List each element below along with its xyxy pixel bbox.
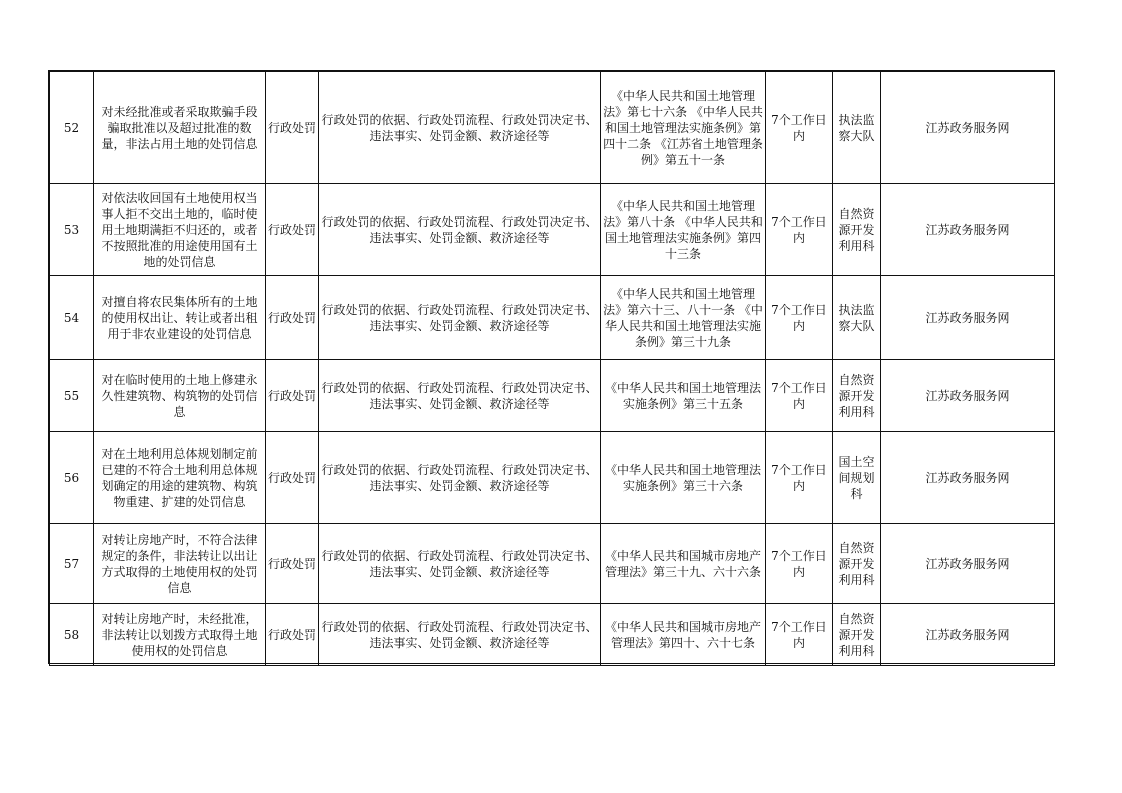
legal-basis: 《中华人民共和国土地管理法实施条例》第三十六条	[601, 432, 766, 524]
disclosure-content: 行政处罚的依据、行政处罚流程、行政处罚决定书、违法事实、处罚金额、救济途径等	[319, 524, 601, 604]
legal-basis: 《中华人民共和国土地管理法》第六十三、八十一条 《中华人民共和国土地管理法实施条例》第三十九条	[601, 276, 766, 360]
disclosure-time: 7个工作日内	[766, 432, 833, 524]
disclosure-content: 行政处罚的依据、行政处罚流程、行政处罚决定书、违法事实、处罚金额、救济途径等	[319, 432, 601, 524]
row-number: 58	[50, 604, 94, 666]
disclosure-time: 7个工作日内	[766, 276, 833, 360]
row-number: 54	[50, 276, 94, 360]
item-name: 对在临时使用的土地上修建永久性建筑物、构筑物的处罚信息	[94, 360, 266, 432]
responsible-dept: 国土空间规划科	[833, 432, 881, 524]
disclosure-content: 行政处罚的依据、行政处罚流程、行政处罚决定书、违法事实、处罚金额、救济途径等	[319, 276, 601, 360]
disclosure-channel: 江苏政务服务网	[881, 276, 1055, 360]
disclosure-time: 7个工作日内	[766, 184, 833, 276]
item-type: 行政处罚	[266, 432, 319, 524]
disclosure-channel: 江苏政务服务网	[881, 604, 1055, 666]
disclosure-time: 7个工作日内	[766, 604, 833, 666]
table-row	[50, 276, 1055, 360]
disclosure-content: 行政处罚的依据、行政处罚流程、行政处罚决定书、违法事实、处罚金额、救济途径等	[319, 604, 601, 666]
responsible-dept: 自然资源开发利用科	[833, 524, 881, 604]
responsible-dept: 自然资源开发利用科	[833, 360, 881, 432]
table-row	[50, 72, 1055, 184]
row-number: 55	[50, 360, 94, 432]
legal-basis: 《中华人民共和国城市房地产管理法》第三十九、六十六条	[601, 524, 766, 604]
disclosure-table	[49, 71, 1055, 666]
legal-basis: 《中华人民共和国城市房地产管理法》第四十、六十七条	[601, 604, 766, 666]
disclosure-channel: 江苏政务服务网	[881, 72, 1055, 184]
disclosure-content: 行政处罚的依据、行政处罚流程、行政处罚决定书、违法事实、处罚金额、救济途径等	[319, 184, 601, 276]
legal-basis: 《中华人民共和国土地管理法实施条例》第三十五条	[601, 360, 766, 432]
item-type: 行政处罚	[266, 360, 319, 432]
table-row	[50, 524, 1055, 604]
row-number: 56	[50, 432, 94, 524]
disclosure-channel: 江苏政务服务网	[881, 432, 1055, 524]
responsible-dept: 执法监察大队	[833, 72, 881, 184]
disclosure-time: 7个工作日内	[766, 360, 833, 432]
responsible-dept: 自然资源开发利用科	[833, 184, 881, 276]
responsible-dept: 执法监察大队	[833, 276, 881, 360]
item-type: 行政处罚	[266, 524, 319, 604]
legal-basis: 《中华人民共和国土地管理法》第七十六条 《中华人民共和国土地管理法实施条例》第四十二条 《江苏省土地管理条例》第五十一条	[601, 72, 766, 184]
item-type: 行政处罚	[266, 276, 319, 360]
item-name: 对依法收回国有土地使用权当事人拒不交出土地的，临时使用土地期满拒不归还的，或者不按照批准的用途使用国有土地的处罚信息	[94, 184, 266, 276]
item-name: 对转让房地产时，未经批准，非法转让以划拨方式取得土地使用权的处罚信息	[94, 604, 266, 666]
item-name: 对在土地利用总体规划制定前已建的不符合土地利用总体规划确定的用途的建筑物、构筑物重建、扩建的处罚信息	[94, 432, 266, 524]
disclosure-channel: 江苏政务服务网	[881, 524, 1055, 604]
item-name: 对擅自将农民集体所有的土地的使用权出让、转让或者出租用于非农业建设的处罚信息	[94, 276, 266, 360]
disclosure-channel: 江苏政务服务网	[881, 360, 1055, 432]
row-number: 57	[50, 524, 94, 604]
table-row	[50, 184, 1055, 276]
disclosure-channel: 江苏政务服务网	[881, 184, 1055, 276]
item-type: 行政处罚	[266, 604, 319, 666]
table-row	[50, 360, 1055, 432]
row-number: 52	[50, 72, 94, 184]
item-type: 行政处罚	[266, 72, 319, 184]
disclosure-time: 7个工作日内	[766, 72, 833, 184]
responsible-dept: 自然资源开发利用科	[833, 604, 881, 666]
disclosure-content: 行政处罚的依据、行政处罚流程、行政处罚决定书、违法事实、处罚金额、救济途径等	[319, 72, 601, 184]
disclosure-content: 行政处罚的依据、行政处罚流程、行政处罚决定书、违法事实、处罚金额、救济途径等	[319, 360, 601, 432]
table-row	[50, 604, 1055, 666]
legal-basis: 《中华人民共和国土地管理法》第八十条 《中华人民共和国土地管理法实施条例》第四十三条	[601, 184, 766, 276]
item-name: 对未经批准或者采取欺骗手段骗取批准以及超过批准的数量，非法占用土地的处罚信息	[94, 72, 266, 184]
row-number: 53	[50, 184, 94, 276]
disclosure-time: 7个工作日内	[766, 524, 833, 604]
item-name: 对转让房地产时，不符合法律规定的条件，非法转让以出让方式取得的土地使用权的处罚信息	[94, 524, 266, 604]
table-row	[50, 432, 1055, 524]
item-type: 行政处罚	[266, 184, 319, 276]
